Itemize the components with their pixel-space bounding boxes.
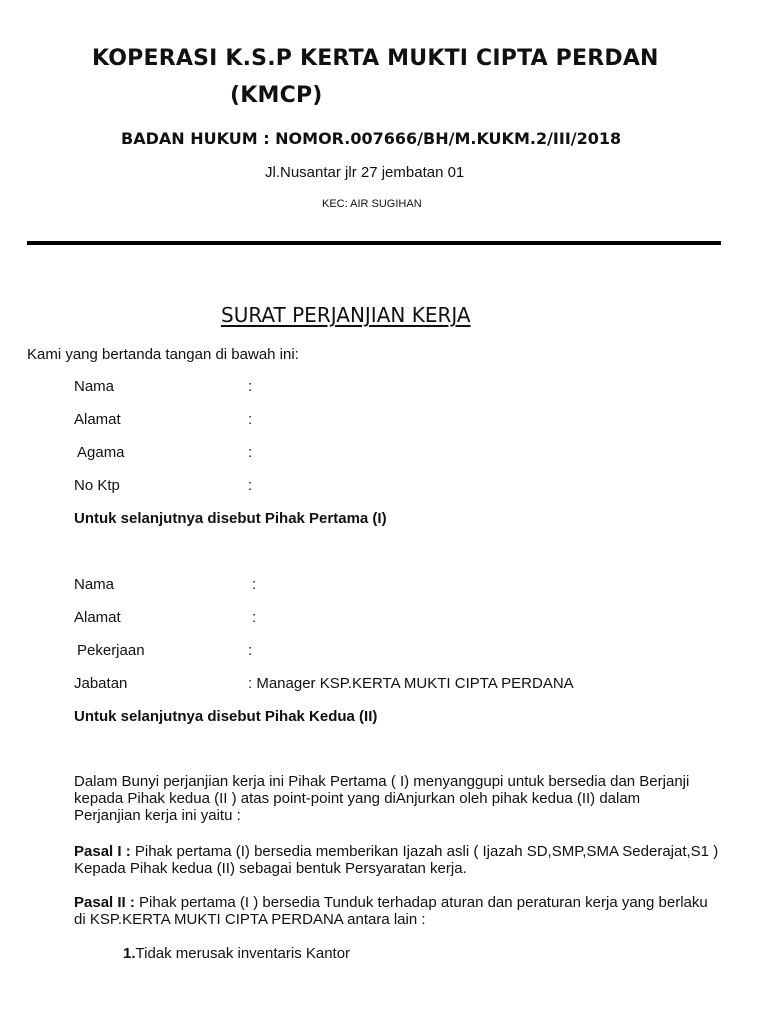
pasal-2-text: Pihak pertama (I ) bersedia Tunduk terhadap aturan dan peraturan kerja yang berlaku [134, 894, 708, 911]
opening-line: kepada Pihak kedua (II ) atas point-point yang diAnjurkan oleh pihak kedua (II) dalam [74, 790, 641, 807]
party1-idcard-label: No Ktp [74, 477, 120, 494]
document-title: SURAT PERJANJIAN KERJA [221, 303, 471, 327]
district: KEC: AIR SUGIHAN [322, 198, 422, 210]
opening-paragraph [74, 773, 734, 824]
header-divider [27, 241, 721, 245]
party1-name-label: Nama [74, 378, 115, 395]
party1-religion-value: : [248, 444, 253, 461]
party2-address-value: : [252, 609, 257, 626]
org-name-line2: (KMCP) [230, 83, 323, 108]
opening-line: Dalam Bunyi perjanjian kerja ini Pihak Pertama ( I) menyanggupi untuk bersedia dan Berjanji [74, 773, 690, 790]
party2-occupation-label: Pekerjaan [77, 642, 145, 659]
pasal-1-text-continued: Kepada Pihak kedua (II) sebagai bentuk Persyaratan kerja. [74, 860, 467, 877]
rule-item-1 [123, 945, 350, 962]
party1-idcard-value: : [248, 477, 253, 494]
intro-text: Kami yang bertanda tangan di bawah ini: [27, 346, 299, 363]
pasal-2-label: Pasal II : [74, 894, 135, 911]
opening-line: Perjanjian kerja ini yaitu : [74, 807, 241, 824]
rule-item-1-number: 1. [123, 945, 136, 962]
party1-name-value: : [248, 378, 253, 395]
address: Jl.Nusantar jlr 27 jembatan 01 [265, 164, 465, 181]
party2-designation: Untuk selanjutnya disebut Pihak Kedua (II) [74, 708, 378, 725]
party1-religion-label: Agama [77, 444, 125, 461]
rule-item-1-text: Tidak merusak inventaris Kantor [135, 945, 351, 962]
pasal-2 [74, 894, 734, 928]
org-name-line1: KOPERASI K.S.P KERTA MUKTI CIPTA PERDAN [92, 46, 659, 71]
party1-address-label: Alamat [74, 411, 121, 428]
party2-address-label: Alamat [74, 609, 121, 626]
party2-position-label: Jabatan [74, 675, 128, 692]
party2-occupation-value: : [248, 642, 253, 659]
legal-registration: BADAN HUKUM : NOMOR.007666/BH/M.KUKM.2/III/2018 [121, 129, 622, 148]
party2-name-value: : [252, 576, 257, 593]
pasal-1-label: Pasal I : [74, 843, 131, 860]
party2-name-label: Nama [74, 576, 115, 593]
party2-position-value: : Manager KSP.KERTA MUKTI CIPTA PERDANA [248, 675, 574, 692]
pasal-1 [74, 843, 734, 877]
party1-address-value: : [248, 411, 253, 428]
party1-designation: Untuk selanjutnya disebut Pihak Pertama (I) [74, 510, 387, 527]
pasal-1-text: Pihak pertama (I) bersedia memberikan Ijazah asli ( Ijazah SD,SMP,SMA Sederajat,S1 ) [130, 843, 719, 860]
pasal-2-text-continued: di KSP.KERTA MUKTI CIPTA PERDANA antara lain : [74, 911, 426, 928]
